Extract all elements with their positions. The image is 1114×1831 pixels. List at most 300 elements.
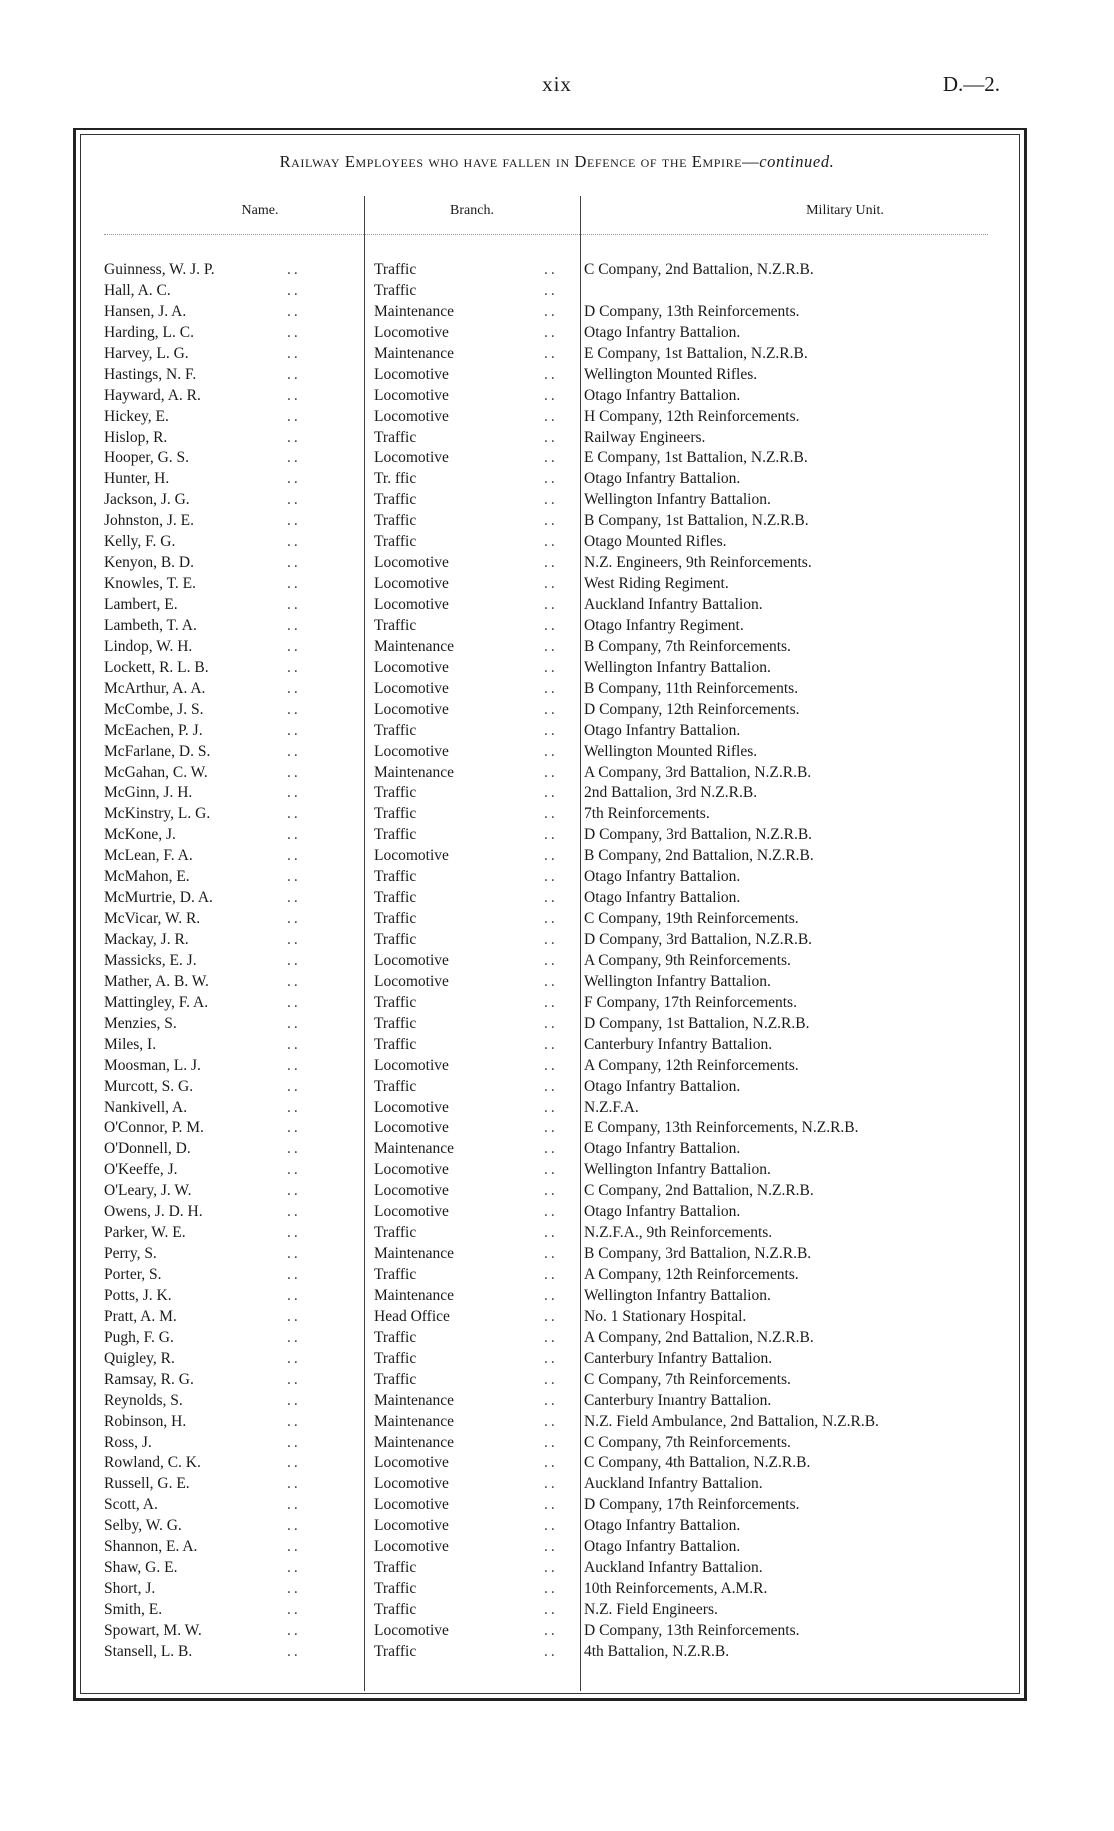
leader-dots: .. <box>287 1454 301 1472</box>
unit-cell: B Company, 2nd Battalion, N.Z.R.B. <box>584 847 814 865</box>
branch-cell: Traffic <box>374 1601 417 1618</box>
leader-dots: .. <box>287 1245 301 1263</box>
name-cell: Rowland, C. K. <box>104 1454 201 1472</box>
unit-cell: Otago Infantry Battalion. <box>584 1203 741 1221</box>
unit-cell: No. 1 Stationary Hospital. <box>584 1307 747 1325</box>
branch-cell: Maintenance <box>374 763 455 781</box>
leader-dots: .. <box>287 1496 301 1514</box>
leader-dots: .. <box>287 1370 301 1388</box>
name-cell: Kelly, F. G. <box>104 533 176 551</box>
table-row <box>104 386 1004 407</box>
leader-dots: .. <box>287 1601 301 1618</box>
leader-dots: .. <box>287 1161 301 1179</box>
table-row <box>104 951 1004 972</box>
branch-cell: Traffic <box>374 1224 417 1242</box>
table-row <box>104 679 1004 700</box>
name-cell: McKinstry, L. G. <box>104 805 211 823</box>
table-row <box>104 511 1004 532</box>
leader-dots: .. <box>544 616 558 634</box>
leader-dots: .. <box>544 1391 558 1409</box>
leader-dots: .. <box>287 281 301 299</box>
unit-cell: D Company, 13th Reinforcements. <box>584 302 800 320</box>
branch-cell: Traffic <box>374 1077 417 1095</box>
branch-cell: Traffic <box>374 826 417 844</box>
leader-dots: .. <box>544 679 558 697</box>
leader-dots: .. <box>287 323 301 341</box>
leader-dots: .. <box>287 386 301 404</box>
leader-dots: .. <box>544 323 558 341</box>
leader-dots: .. <box>544 721 558 739</box>
branch-cell: Maintenance <box>374 344 455 362</box>
branch-cell: Locomotive <box>374 1621 449 1639</box>
leader-dots: .. <box>287 972 301 990</box>
unit-cell: D Company, 13th Reinforcements. <box>584 1621 800 1639</box>
name-cell: O'Donnell, D. <box>104 1140 191 1158</box>
leader-dots: .. <box>287 533 301 551</box>
branch-cell: Traffic <box>374 889 417 907</box>
name-cell: McEachen, P. J. <box>104 721 203 739</box>
unit-cell: E Company, 13th Reinforcements, N.Z.R.B. <box>584 1119 859 1137</box>
table-row <box>104 428 1004 449</box>
table-row <box>104 1370 1004 1391</box>
leader-dots: .. <box>287 365 301 383</box>
table-row <box>104 1474 1004 1495</box>
table-row <box>104 1307 1004 1328</box>
leader-dots: .. <box>287 575 301 593</box>
table-row <box>104 1579 1004 1600</box>
leader-dots: .. <box>287 742 301 760</box>
table-row <box>104 783 1004 804</box>
name-cell: Guinness, W. J. P. <box>104 261 215 278</box>
branch-cell: Maintenance <box>374 637 455 655</box>
leader-dots: .. <box>287 1014 301 1032</box>
leader-dots: .. <box>287 721 301 739</box>
leader-dots: .. <box>287 847 301 865</box>
table-row <box>104 1181 1004 1202</box>
leader-dots: .. <box>287 554 301 572</box>
unit-cell: Auckland Infantry Battalion. <box>584 1559 763 1577</box>
name-cell: Robinson, H. <box>104 1412 187 1430</box>
table-row <box>104 637 1004 658</box>
unit-cell: B Company, 3rd Battalion, N.Z.R.B. <box>584 1245 812 1263</box>
leader-dots: .. <box>287 931 301 948</box>
table-row <box>104 1077 1004 1098</box>
unit-cell: Auckland Infantry Battalion. <box>584 596 763 613</box>
table-row <box>104 658 1004 679</box>
name-cell: Mattingley, F. A. <box>104 993 209 1011</box>
leader-dots: .. <box>287 407 301 425</box>
table-title <box>0 152 1114 172</box>
name-cell: Quigley, R. <box>104 1349 175 1367</box>
unit-cell: C Company, 7th Reinforcements. <box>584 1433 791 1451</box>
table-row <box>104 763 1004 784</box>
table-row <box>104 804 1004 825</box>
name-cell: Jackson, J. G. <box>104 491 190 509</box>
column-header-name: Name. <box>241 203 279 218</box>
table-row <box>104 260 1004 281</box>
leader-dots: .. <box>287 1642 301 1660</box>
leader-dots: .. <box>544 407 558 425</box>
unit-cell: Otago Infantry Battalion. <box>584 1077 741 1095</box>
leader-dots: .. <box>544 931 558 948</box>
unit-cell: Canterbury Infantry Battalion. <box>584 1349 773 1367</box>
leader-dots: .. <box>544 1286 558 1304</box>
table-row <box>104 1412 1004 1433</box>
name-cell: O'Keeffe, J. <box>104 1161 178 1179</box>
name-cell: Hislop, R. <box>104 428 168 446</box>
branch-cell: Locomotive <box>374 658 449 676</box>
unit-cell: B Company, 1st Battalion, N.Z.R.B. <box>584 512 809 530</box>
name-cell: McArthur, A. A. <box>104 679 206 697</box>
leader-dots: .. <box>287 951 301 969</box>
leader-dots: .. <box>544 1475 558 1493</box>
leader-dots: .. <box>287 910 301 928</box>
branch-cell: Locomotive <box>374 972 449 990</box>
branch-cell: Locomotive <box>374 1182 449 1200</box>
branch-cell: Traffic <box>374 1349 417 1367</box>
unit-cell: C Company, 7th Reinforcements. <box>584 1370 791 1388</box>
unit-cell: N.Z.F.A., 9th Reinforcements. <box>584 1224 773 1242</box>
name-cell: Hickey, E. <box>104 407 169 425</box>
table-row <box>104 888 1004 909</box>
name-cell: Menzies, S. <box>104 1014 177 1032</box>
branch-cell: Locomotive <box>374 679 449 697</box>
leader-dots: .. <box>287 344 301 362</box>
table-row <box>104 1600 1004 1621</box>
leader-dots: .. <box>287 261 301 278</box>
name-cell: Lambert, E. <box>104 596 178 613</box>
table-row <box>104 574 1004 595</box>
name-cell: Hunter, H. <box>104 470 170 488</box>
leader-dots: .. <box>544 1203 558 1221</box>
branch-cell: Traffic <box>374 533 417 551</box>
name-cell: Hansen, J. A. <box>104 302 187 320</box>
table-row <box>104 721 1004 742</box>
table-title-text: Railway Employees who have fallen in Defence of the Empire— <box>279 152 760 171</box>
page-number: xix <box>542 72 572 96</box>
leader-dots: .. <box>287 1621 301 1639</box>
unit-cell: B Company, 7th Reinforcements. <box>584 637 791 655</box>
table-row <box>104 930 1004 951</box>
name-cell: Spowart, M. W. <box>104 1621 202 1639</box>
branch-cell: Maintenance <box>374 1245 455 1263</box>
unit-cell: A Company, 12th Reinforcements. <box>584 1266 799 1283</box>
leader-dots: .. <box>544 1538 558 1556</box>
leader-dots: .. <box>544 993 558 1011</box>
name-cell: Hall, A. C. <box>104 281 171 299</box>
unit-cell: A Company, 12th Reinforcements. <box>584 1056 799 1074</box>
name-cell: Shannon, E. A. <box>104 1538 198 1556</box>
branch-cell: Locomotive <box>374 1517 449 1535</box>
name-cell: Pratt, A. M. <box>104 1307 177 1325</box>
name-cell: McGahan, C. W. <box>104 763 208 781</box>
leader-dots: .. <box>287 1182 301 1200</box>
table-row <box>104 1328 1004 1349</box>
leader-dots: .. <box>544 951 558 969</box>
branch-cell: Traffic <box>374 993 417 1011</box>
branch-cell: Locomotive <box>374 1538 449 1556</box>
unit-cell: West Riding Regiment. <box>584 575 729 593</box>
leader-dots: .. <box>544 763 558 781</box>
name-cell: McGinn, J. H. <box>104 784 193 802</box>
column-header-branch: Branch. <box>450 203 494 218</box>
name-cell: Knowles, T. E. <box>104 575 196 593</box>
name-cell: Kenyon, B. D. <box>104 554 194 572</box>
leader-dots: .. <box>287 428 301 446</box>
leader-dots: .. <box>287 784 301 802</box>
branch-cell: Traffic <box>374 1370 417 1388</box>
leader-dots: .. <box>544 742 558 760</box>
branch-cell: Locomotive <box>374 323 449 341</box>
leader-dots: .. <box>544 910 558 928</box>
leader-dots: .. <box>544 1601 558 1618</box>
unit-cell: Otago Infantry Battalion. <box>584 323 741 341</box>
name-cell: Lockett, R. L. B. <box>104 658 209 676</box>
leader-dots: .. <box>287 1224 301 1242</box>
unit-cell: F Company, 17th Reinforcements. <box>584 993 797 1011</box>
leader-dots: .. <box>544 1161 558 1179</box>
leader-dots: .. <box>287 1119 301 1137</box>
branch-cell: Locomotive <box>374 407 449 425</box>
name-cell: Short, J. <box>104 1580 156 1598</box>
leader-dots: .. <box>544 1454 558 1472</box>
leader-dots: .. <box>544 972 558 990</box>
table-row <box>104 1453 1004 1474</box>
leader-dots: .. <box>544 658 558 676</box>
branch-cell: Locomotive <box>374 847 449 865</box>
leader-dots: .. <box>544 512 558 530</box>
name-cell: McVicar, W. R. <box>104 910 201 928</box>
unit-cell: D Company, 3rd Battalion, N.Z.R.B. <box>584 931 813 948</box>
leader-dots: .. <box>544 1014 558 1032</box>
branch-cell: Traffic <box>374 1580 417 1598</box>
unit-cell: Auckland Infantry Battalion. <box>584 1475 763 1493</box>
leader-dots: .. <box>544 889 558 907</box>
leader-dots: .. <box>287 1307 301 1325</box>
leader-dots: .. <box>287 658 301 676</box>
leader-dots: .. <box>287 1538 301 1556</box>
table-row <box>104 302 1004 323</box>
name-cell: Hastings, N. F. <box>104 365 197 383</box>
unit-cell: N.Z.F.A. <box>584 1098 639 1116</box>
leader-dots: .. <box>544 1496 558 1514</box>
branch-cell: Traffic <box>374 512 417 530</box>
name-cell: Mather, A. B. W. <box>104 972 209 990</box>
name-cell: Owens, J. D. H. <box>104 1203 203 1221</box>
branch-cell: Locomotive <box>374 1098 449 1116</box>
leader-dots: .. <box>544 554 558 572</box>
table-row <box>104 993 1004 1014</box>
table-row <box>104 1642 1004 1663</box>
branch-cell: Locomotive <box>374 742 449 760</box>
leader-dots: .. <box>544 1349 558 1367</box>
unit-cell: B Company, 11th Reinforcements. <box>584 679 799 697</box>
name-cell: O'Leary, J. W. <box>104 1182 192 1200</box>
branch-cell: Locomotive <box>374 386 449 404</box>
table-row <box>104 1118 1004 1139</box>
leader-dots: .. <box>544 1328 558 1346</box>
unit-cell: C Company, 4th Battalion, N.Z.R.B. <box>584 1454 811 1472</box>
table-row <box>104 1139 1004 1160</box>
table-row <box>104 825 1004 846</box>
leader-dots: .. <box>544 470 558 488</box>
name-cell: Parker, W. E. <box>104 1224 186 1242</box>
leader-dots: .. <box>287 1475 301 1493</box>
branch-cell: Locomotive <box>374 554 449 572</box>
branch-cell: Maintenance <box>374 1140 455 1158</box>
unit-cell: Canterbury Infantry Battalion. <box>584 1035 773 1053</box>
name-cell: Harvey, L. G. <box>104 344 189 362</box>
leader-dots: .. <box>544 805 558 823</box>
unit-cell: C Company, 2nd Battalion, N.Z.R.B. <box>584 261 814 278</box>
branch-cell: Locomotive <box>374 951 449 969</box>
unit-cell: Wellington Infantry Battalion. <box>584 972 771 990</box>
leader-dots: .. <box>544 344 558 362</box>
table-row <box>104 742 1004 763</box>
leader-dots: .. <box>544 302 558 320</box>
branch-cell: Traffic <box>374 261 417 278</box>
table-row <box>104 1056 1004 1077</box>
leader-dots: .. <box>287 1328 301 1346</box>
unit-cell: 7th Reinforcements. <box>584 805 710 823</box>
leader-dots: .. <box>544 1119 558 1137</box>
branch-cell: Traffic <box>374 931 417 948</box>
column-header-unit: Military Unit. <box>806 203 884 218</box>
leader-dots: .. <box>287 1391 301 1409</box>
leader-dots: .. <box>287 1412 301 1430</box>
leader-dots: .. <box>544 847 558 865</box>
branch-cell: Locomotive <box>374 1496 449 1514</box>
unit-cell: Otago Infantry Regiment. <box>584 616 744 634</box>
table-row <box>104 846 1004 867</box>
unit-cell: D Company, 3rd Battalion, N.Z.R.B. <box>584 826 813 844</box>
table-row <box>104 1516 1004 1537</box>
leader-dots: .. <box>544 386 558 404</box>
unit-cell: Otago Mounted Rifles. <box>584 533 727 551</box>
unit-cell: A Company, 2nd Battalion, N.Z.R.B. <box>584 1328 814 1346</box>
branch-cell: Locomotive <box>374 1454 449 1472</box>
unit-cell: Otago Infantry Battalion. <box>584 1538 741 1556</box>
table-row <box>104 1558 1004 1579</box>
table-row <box>104 1391 1004 1412</box>
branch-cell: Tr. ffic <box>374 470 417 488</box>
leader-dots: .. <box>544 1245 558 1263</box>
branch-cell: Traffic <box>374 281 417 299</box>
leader-dots: .. <box>544 1412 558 1430</box>
branch-cell: Locomotive <box>374 1119 449 1137</box>
unit-cell: Wellington Infantry Battalion. <box>584 1286 771 1304</box>
unit-cell: Wellington Mounted Rifles. <box>584 742 758 760</box>
unit-cell: Wellington Mounted Rifles. <box>584 365 758 383</box>
table-row <box>104 1265 1004 1286</box>
table-row <box>104 1349 1004 1370</box>
name-cell: O'Connor, P. M. <box>104 1119 204 1137</box>
table-row <box>104 1014 1004 1035</box>
name-cell: Reynolds, S. <box>104 1391 183 1409</box>
unit-cell: N.Z. Engineers, 9th Reinforcements. <box>584 554 812 572</box>
name-cell: McMurtrie, D. A. <box>104 889 213 907</box>
table-row <box>104 1621 1004 1642</box>
table-title-continued: continued. <box>759 152 835 171</box>
name-cell: Johnston, J. E. <box>104 512 194 530</box>
unit-cell: Otago Infantry Battalion. <box>584 470 741 488</box>
table-row <box>104 344 1004 365</box>
leader-dots: .. <box>287 826 301 844</box>
table-row <box>104 407 1004 428</box>
branch-cell: Traffic <box>374 1328 417 1346</box>
leader-dots: .. <box>287 700 301 718</box>
name-cell: McMahon, E. <box>104 868 190 886</box>
leader-dots: .. <box>287 1035 301 1053</box>
name-cell: Russell, G. E. <box>104 1475 190 1493</box>
unit-cell: Otago Infantry Battalion. <box>584 889 741 907</box>
branch-cell: Locomotive <box>374 449 449 467</box>
leader-dots: .. <box>287 637 301 655</box>
unit-cell: 4th Battalion, N.Z.R.B. <box>584 1642 730 1660</box>
leader-dots: .. <box>287 1203 301 1221</box>
leader-dots: .. <box>287 1266 301 1283</box>
table-row <box>104 595 1004 616</box>
table-row <box>104 1035 1004 1056</box>
leader-dots: .. <box>287 616 301 634</box>
leader-dots: .. <box>287 1286 301 1304</box>
unit-cell: D Company, 12th Reinforcements. <box>584 700 800 718</box>
branch-cell: Maintenance <box>374 1391 455 1409</box>
table-row <box>104 700 1004 721</box>
leader-dots: .. <box>544 281 558 299</box>
name-cell: Smith, E. <box>104 1601 163 1618</box>
leader-dots: .. <box>544 868 558 886</box>
leader-dots: .. <box>544 533 558 551</box>
leader-dots: .. <box>544 491 558 509</box>
name-cell: Ramsay, R. G. <box>104 1370 194 1388</box>
unit-cell: Railway Engineers. <box>584 428 706 446</box>
leader-dots: .. <box>544 1077 558 1095</box>
name-cell: Ross, J. <box>104 1433 152 1451</box>
table-row <box>104 490 1004 511</box>
name-cell: McFarlane, D. S. <box>104 742 211 760</box>
unit-cell: Otago Infantry Battalion. <box>584 1517 741 1535</box>
name-cell: Murcott, S. G. <box>104 1077 194 1095</box>
leader-dots: .. <box>287 1433 301 1451</box>
table-row <box>104 1098 1004 1119</box>
unit-cell: N.Z. Field Ambulance, 2nd Battalion, N.Z.R.B. <box>584 1412 879 1430</box>
branch-cell: Locomotive <box>374 596 449 613</box>
name-cell: Shaw, G. E. <box>104 1559 178 1577</box>
leader-dots: .. <box>287 1349 301 1367</box>
table-row <box>104 1495 1004 1516</box>
leader-dots: .. <box>544 365 558 383</box>
branch-cell: Maintenance <box>374 1412 455 1430</box>
branch-cell: Maintenance <box>374 1286 455 1304</box>
branch-cell: Traffic <box>374 805 417 823</box>
leader-dots: .. <box>544 1266 558 1283</box>
name-cell: Mackay, J. R. <box>104 931 189 948</box>
table-row <box>104 1433 1004 1454</box>
leader-dots: .. <box>544 1370 558 1388</box>
leader-dots: .. <box>287 491 301 509</box>
branch-cell: Traffic <box>374 868 417 886</box>
branch-cell: Locomotive <box>374 1056 449 1074</box>
leader-dots: .. <box>544 575 558 593</box>
unit-cell: A Company, 9th Reinforcements. <box>584 951 791 969</box>
unit-cell: D Company, 17th Reinforcements. <box>584 1496 800 1514</box>
leader-dots: .. <box>287 512 301 530</box>
unit-cell: E Company, 1st Battalion, N.Z.R.B. <box>584 344 808 362</box>
table-row <box>104 867 1004 888</box>
name-cell: Lambeth, T. A. <box>104 616 197 634</box>
table-row <box>104 1160 1004 1181</box>
